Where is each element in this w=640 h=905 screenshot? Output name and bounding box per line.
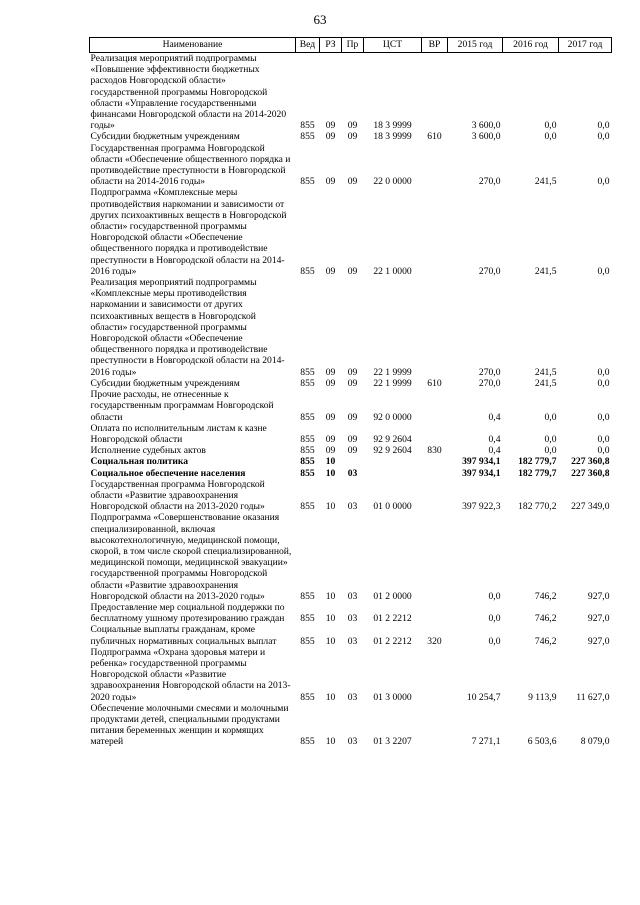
row-2015: 397 922,3 bbox=[462, 501, 501, 513]
header-2015: 2015 год bbox=[448, 38, 503, 53]
row-2017: 8 079,0 bbox=[580, 736, 610, 748]
row-vr: 830 bbox=[427, 445, 442, 457]
row-cst: 22 1 0000 bbox=[373, 265, 412, 277]
row-rz: 10 bbox=[325, 467, 336, 479]
row-pr: 03 bbox=[347, 501, 358, 513]
row-pr: 09 bbox=[347, 411, 358, 423]
row-2016: 746,2 bbox=[534, 635, 557, 647]
budget-table bbox=[89, 37, 612, 748]
row-cst: 18 3 9999 bbox=[373, 131, 412, 143]
row-2015: 270,0 bbox=[478, 377, 501, 389]
table-row bbox=[90, 131, 612, 142]
row-pr: 09 bbox=[347, 377, 358, 389]
row-name: Подпрограмма «Совершенствование оказания специализированной, включая высокотехнологичную, медицинской помощи, скорой, в том числе скорой специализированной, медицинской помощи, медицинской эвакуации» государственной программы Новгородской области «Развитие здравоохранения Новгородской области на 2013-2020 годы» bbox=[90, 512, 292, 602]
row-2016: 241,5 bbox=[534, 366, 557, 378]
row-2016: 746,2 bbox=[534, 613, 557, 625]
row-pr bbox=[342, 456, 364, 467]
header-name: Наименование bbox=[90, 38, 296, 53]
row-name: Социальная политика bbox=[90, 456, 189, 468]
row-pr: 09 bbox=[347, 265, 358, 277]
row-rz: 09 bbox=[325, 366, 336, 378]
row-ved: 855 bbox=[300, 176, 315, 188]
row-2016: 182 779,7 bbox=[518, 467, 557, 479]
row-2017: 0,0 bbox=[597, 433, 610, 445]
row-2016: 241,5 bbox=[534, 377, 557, 389]
table-row bbox=[90, 456, 612, 467]
row-2015: 270,0 bbox=[478, 265, 501, 277]
row-ved: 855 bbox=[300, 691, 315, 703]
row-pr: 03 bbox=[347, 590, 358, 602]
row-rz: 09 bbox=[325, 433, 336, 445]
row-name: Государственная программа Новгородской области «Обеспечение общественного порядка и противодействие преступности в Новгородской области на 2014-2016 годы» bbox=[90, 142, 291, 188]
row-cst: 01 0 0000 bbox=[373, 501, 412, 513]
row-2017: 227 360,8 bbox=[571, 456, 610, 468]
row-pr: 03 bbox=[347, 635, 358, 647]
row-pr: 09 bbox=[347, 445, 358, 457]
table-row bbox=[90, 378, 612, 389]
row-2015: 10 254,7 bbox=[466, 691, 501, 703]
row-2017: 0,0 bbox=[597, 377, 610, 389]
row-2017: 227 360,8 bbox=[571, 467, 610, 479]
row-rz: 09 bbox=[325, 377, 336, 389]
row-ved: 855 bbox=[300, 467, 315, 479]
header-rz: РЗ bbox=[320, 38, 342, 53]
table-row bbox=[90, 423, 612, 445]
row-ved: 855 bbox=[300, 590, 315, 602]
row-vr bbox=[422, 53, 448, 132]
row-pr: 03 bbox=[347, 691, 358, 703]
row-2017: 0,0 bbox=[597, 411, 610, 423]
row-vr bbox=[422, 277, 448, 378]
row-ved: 855 bbox=[300, 120, 315, 132]
row-vr bbox=[422, 602, 448, 624]
row-name: Предоставление мер социальной поддержки по бесплатному ушному протезированию граждан bbox=[90, 601, 285, 625]
row-2017: 0,0 bbox=[597, 120, 610, 132]
header-2017: 2017 год bbox=[559, 38, 612, 53]
row-vr bbox=[422, 187, 448, 277]
row-ved: 855 bbox=[300, 366, 315, 378]
row-2016: 746,2 bbox=[534, 590, 557, 602]
row-2015: 0,4 bbox=[488, 445, 501, 457]
row-rz: 09 bbox=[325, 131, 336, 143]
row-cst bbox=[364, 468, 422, 479]
row-vr bbox=[422, 703, 448, 748]
table-row bbox=[90, 703, 612, 748]
row-name: Социальные выплаты гражданам, кроме публичных нормативных социальных выплат bbox=[90, 624, 277, 647]
table-row bbox=[90, 468, 612, 479]
row-rz: 10 bbox=[325, 456, 336, 468]
row-pr: 09 bbox=[347, 176, 358, 188]
table-row bbox=[90, 479, 612, 513]
row-2015: 0,0 bbox=[488, 613, 501, 625]
table-row bbox=[90, 624, 612, 646]
row-ved: 855 bbox=[300, 445, 315, 457]
row-vr bbox=[422, 468, 448, 479]
row-2015: 270,0 bbox=[478, 366, 501, 378]
row-cst: 92 0 0000 bbox=[373, 411, 412, 423]
row-vr: 320 bbox=[427, 635, 442, 647]
row-rz: 10 bbox=[325, 736, 336, 748]
row-ved: 855 bbox=[300, 265, 315, 277]
row-name: Субсидии бюджетным учреждениям bbox=[90, 377, 240, 389]
row-2016: 241,5 bbox=[534, 265, 557, 277]
row-ved: 855 bbox=[300, 501, 315, 513]
row-2015: 0,0 bbox=[488, 635, 501, 647]
header-2016: 2016 год bbox=[503, 38, 559, 53]
row-cst: 92 9 2604 bbox=[373, 433, 412, 445]
row-2015: 270,0 bbox=[478, 176, 501, 188]
row-2016: 0,0 bbox=[544, 411, 557, 423]
table-row bbox=[90, 445, 612, 456]
row-cst: 92 9 2604 bbox=[373, 445, 412, 457]
row-2015: 397 934,1 bbox=[462, 456, 501, 468]
row-name: Подпрограмма «Комплексные меры противодействия наркомании и зависимости от других психоактивных веществ в Новгородской области» государственной программы Новгородской области «Обеспечение общественного порядка и противодействие преступности в Новгородской области на 2014-2016 годы» bbox=[90, 187, 287, 277]
row-rz: 09 bbox=[325, 265, 336, 277]
row-2016: 9 113,9 bbox=[528, 691, 557, 703]
row-vr: 610 bbox=[427, 377, 442, 389]
row-2017: 0,0 bbox=[597, 131, 610, 143]
row-vr bbox=[422, 389, 448, 423]
row-ved: 855 bbox=[300, 433, 315, 445]
row-name: Прочие расходы, не отнесенные к государственным программам Новгородской области bbox=[90, 389, 274, 423]
row-ved: 855 bbox=[300, 736, 315, 748]
row-2016: 182 770,2 bbox=[518, 501, 557, 513]
row-cst bbox=[364, 456, 422, 467]
row-name: Субсидии бюджетным учреждениям bbox=[90, 131, 240, 143]
row-cst: 01 2 0000 bbox=[373, 590, 412, 602]
table-row bbox=[90, 53, 612, 132]
row-2017: 927,0 bbox=[587, 590, 610, 602]
row-rz: 09 bbox=[325, 176, 336, 188]
row-vr bbox=[422, 423, 448, 445]
row-name: Исполнение судебных актов bbox=[90, 445, 206, 457]
row-pr: 03 bbox=[347, 467, 358, 479]
row-name: Социальное обеспечение населения bbox=[90, 467, 246, 479]
row-cst: 01 2 2212 bbox=[373, 635, 412, 647]
row-2016: 0,0 bbox=[544, 131, 557, 143]
row-2015: 0,4 bbox=[488, 411, 501, 423]
row-name: Реализация мероприятий подпрограммы «Повышение эффективности бюджетных расходов Новгородской области» государственной программы Новгородской области «Управление государственными финансами Новгородской области на 2014-2020 годы» bbox=[90, 53, 287, 132]
row-2016: 241,5 bbox=[534, 176, 557, 188]
row-rz: 09 bbox=[325, 445, 336, 457]
row-2015: 7 271,1 bbox=[471, 736, 501, 748]
row-2017: 0,0 bbox=[597, 176, 610, 188]
header-ved: Вед bbox=[296, 38, 320, 53]
row-2017: 227 349,0 bbox=[571, 501, 610, 513]
row-cst: 22 1 9999 bbox=[373, 366, 412, 378]
row-rz: 09 bbox=[325, 120, 336, 132]
row-vr bbox=[422, 479, 448, 513]
table-row bbox=[90, 647, 612, 703]
row-name: Реализация мероприятий подпрограммы «Комплексные меры противодействия наркомании и зависимости от других психоактивных веществ в Новгородской области» государственной программы Новгородской области «Обеспечение общественного порядка и противодействие преступности в Новгородской области на 2014-2016 годы» bbox=[90, 277, 285, 378]
row-cst: 18 3 9999 bbox=[373, 120, 412, 132]
row-2016: 0,0 bbox=[544, 120, 557, 132]
page-number: 63 bbox=[313, 12, 327, 27]
row-cst: 22 1 9999 bbox=[373, 377, 412, 389]
row-cst: 01 3 0000 bbox=[373, 691, 412, 703]
row-2017: 0,0 bbox=[597, 265, 610, 277]
row-ved: 855 bbox=[300, 411, 315, 423]
header-vr: ВР bbox=[422, 38, 448, 53]
row-rz: 10 bbox=[325, 590, 336, 602]
table-row bbox=[90, 512, 612, 602]
header-cst: ЦСТ bbox=[364, 38, 422, 53]
row-pr: 09 bbox=[347, 366, 358, 378]
row-pr: 09 bbox=[347, 120, 358, 132]
row-cst: 22 0 0000 bbox=[373, 176, 412, 188]
table-row bbox=[90, 602, 612, 624]
row-ved: 855 bbox=[300, 456, 315, 468]
row-2017: 927,0 bbox=[587, 613, 610, 625]
table-row bbox=[90, 389, 612, 423]
row-2015: 0,0 bbox=[488, 590, 501, 602]
row-2017: 0,0 bbox=[597, 445, 610, 457]
row-rz: 10 bbox=[325, 501, 336, 513]
row-pr: 03 bbox=[347, 736, 358, 748]
row-ved: 855 bbox=[300, 131, 315, 143]
row-name: Оплата по исполнительным листам к казне Новгородской области bbox=[90, 422, 267, 445]
row-pr: 03 bbox=[347, 613, 358, 625]
row-2015: 397 934,1 bbox=[462, 467, 501, 479]
table-header-row bbox=[90, 38, 612, 53]
row-ved: 855 bbox=[300, 613, 315, 625]
row-name: Государственная программа Новгородской области «Развитие здравоохранения Новгородской области на 2013-2020 годы» bbox=[90, 478, 265, 513]
row-vr bbox=[422, 143, 448, 188]
row-name: Подпрограмма «Охрана здоровья матери и ребенка» государственной программы Новгородской области «Развитие здравоохранения Новгородской области на 2013-2020 годы» bbox=[90, 646, 291, 703]
row-vr: 610 bbox=[427, 131, 442, 143]
row-ved: 855 bbox=[300, 635, 315, 647]
row-rz: 09 bbox=[325, 411, 336, 423]
table-row bbox=[90, 277, 612, 378]
row-2017: 11 627,0 bbox=[576, 691, 610, 703]
row-vr bbox=[422, 456, 448, 467]
row-2016: 0,0 bbox=[544, 433, 557, 445]
row-name: Обеспечение молочными смесями и молочными продуктами детей, специальными продуктами питания беременных женщин и кормящих матерей bbox=[90, 702, 289, 748]
row-rz: 10 bbox=[325, 635, 336, 647]
row-2016: 0,0 bbox=[544, 445, 557, 457]
row-2015: 0,4 bbox=[488, 433, 501, 445]
row-vr bbox=[422, 512, 448, 602]
table-row bbox=[90, 187, 612, 277]
row-rz: 10 bbox=[325, 613, 336, 625]
row-2016: 182 779,7 bbox=[518, 456, 557, 468]
row-vr bbox=[422, 647, 448, 703]
row-rz: 10 bbox=[325, 691, 336, 703]
row-cst: 01 2 2212 bbox=[373, 613, 412, 625]
row-pr: 09 bbox=[347, 433, 358, 445]
row-2017: 0,0 bbox=[597, 366, 610, 378]
row-ved: 855 bbox=[300, 377, 315, 389]
row-2017: 927,0 bbox=[587, 635, 610, 647]
row-pr: 09 bbox=[347, 131, 358, 143]
header-pr: Пр bbox=[342, 38, 364, 53]
table-row bbox=[90, 143, 612, 188]
row-cst: 01 3 2207 bbox=[373, 736, 412, 748]
row-2015: 3 600,0 bbox=[471, 120, 501, 132]
row-2016: 6 503,6 bbox=[527, 736, 557, 748]
row-2015: 3 600,0 bbox=[471, 131, 501, 143]
